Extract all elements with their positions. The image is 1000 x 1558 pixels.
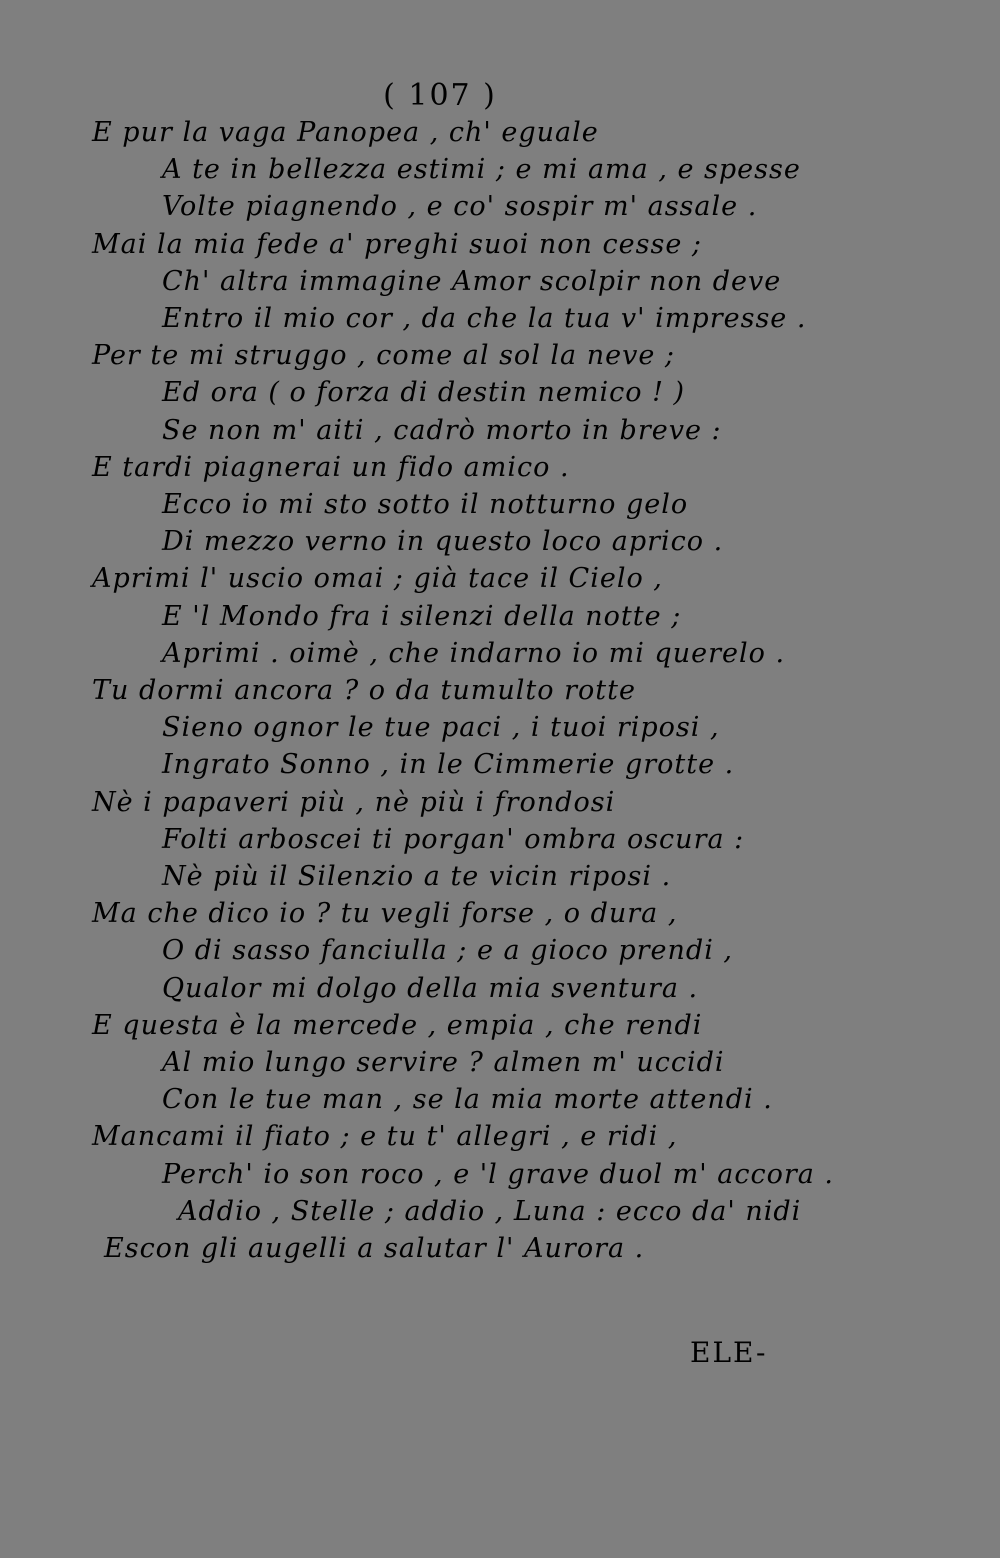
poem-line: Con le tue man , se la mia morte attendi . (162, 1084, 773, 1116)
poem-line: Folti arboscei ti porgan' ombra oscura : (162, 823, 745, 855)
poem-line: Addio , Stelle ; addio , Luna : ecco da' nidi (178, 1195, 802, 1227)
poem-line: Entro il mio cor , da che la tua v' impresse . (162, 303, 807, 334)
poem-line: Di mezzo verno in questo loco aprico . (162, 526, 724, 558)
poem-line: Tu dormi ancora ? o da tumulto rotte (92, 675, 636, 706)
poem-line: Qualor mi dolgo della mia sventura . (162, 972, 699, 1004)
poem-line: Mancami il fiato ; e tu t' allegri , e ridi , (92, 1121, 678, 1153)
poem-line: Al mio lungo servire ? almen m' uccidi (162, 1047, 725, 1078)
poem-line: A te in bellezza estimi ; e mi ama , e spesse (162, 154, 801, 186)
poem-line: Aprimi l' uscio omai ; già tace il Cielo , (92, 563, 663, 595)
poem-line: Se non m' aiti , cadrò morto in breve : (162, 414, 722, 446)
poem-line: Mai la mia fede a' preghi suoi non cesse ; (92, 228, 702, 260)
poem-line: Sieno ognor le tue paci , i tuoi riposi , (162, 712, 720, 744)
poem-line: E tardi piagnerai un fido amico . (92, 451, 570, 483)
poem-line: Ed ora ( o forza di destin nemico ! ) (162, 377, 686, 409)
poem-line: Per te mi struggo , come al sol la neve ; (92, 340, 676, 372)
poem-line: Volte piagnendo , e co' sospir m' assale . (162, 191, 758, 223)
poem-line: Nè i papaveri più , nè più i frondosi (92, 786, 616, 818)
poem-line: E pur la vaga Panopea , ch' eguale (92, 117, 599, 148)
poem-line: Escon gli augelli a salutar l' Aurora . (104, 1233, 645, 1264)
poem-line: Ingrato Sonno , in le Cimmerie grotte . (162, 749, 735, 781)
catchword: ELE- (690, 1336, 768, 1369)
page-number: ( 107 ) (383, 78, 497, 113)
poem-line: Perch' io son roco , e 'l grave duol m' accora . (162, 1158, 835, 1190)
poem-line: Nè più il Silenzio a te vicin riposi . (162, 861, 672, 892)
poem-line: O di sasso fanciulla ; e a gioco prendi , (162, 935, 733, 967)
poem-line: Ma che dico io ? tu vegli forse , o dura , (92, 898, 678, 930)
poem-line: Aprimi . oimè , che indarno io mi querelo . (162, 637, 786, 669)
poem-line: Ecco io mi sto sotto il notturno gelo (162, 489, 689, 520)
poem-line: E 'l Mondo fra i silenzi della notte ; (162, 600, 682, 632)
poem-line: Ch' altra immagine Amor scolpir non deve (162, 265, 782, 297)
poem-line: E questa è la mercede , empia , che rendi (92, 1009, 703, 1041)
